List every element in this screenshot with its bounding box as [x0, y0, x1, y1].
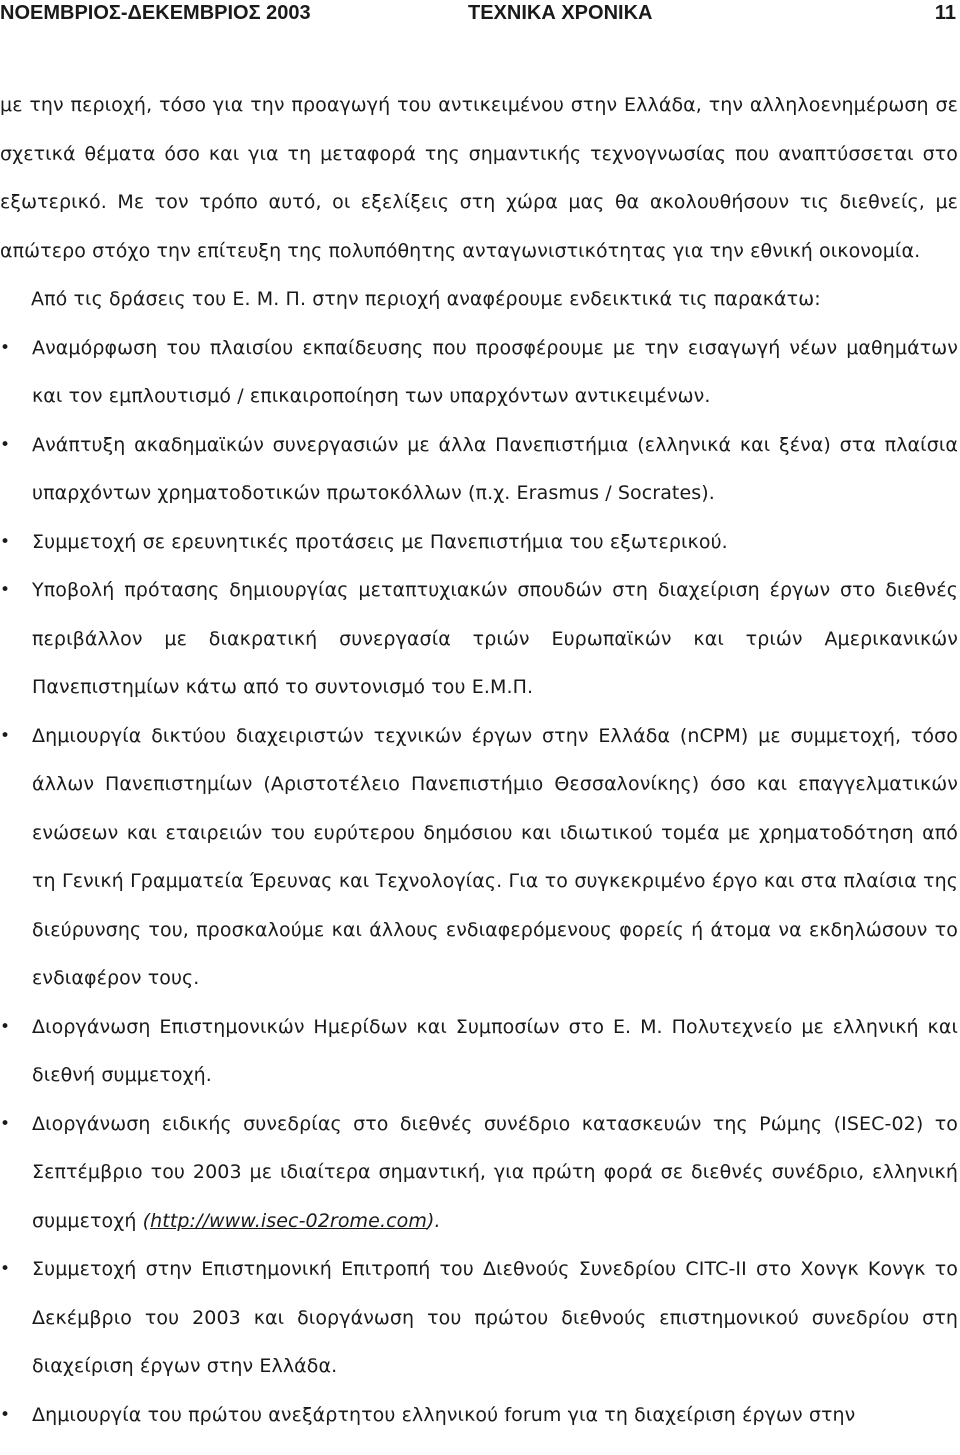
bullet-icon: •: [0, 1016, 11, 1037]
list-item-text: Διοργάνωση ειδικής συνεδρίας στο διεθνές συνέδριο κατασκευών της Ρώμης (ISEC-02) το Σεπτέμβριο του 2003 με ιδιαίτερα σημαντική, για πρώτη φορά σε διεθνές συνέδριο, ελληνική συμμετοχή: [32, 1112, 958, 1232]
bullet-icon: •: [0, 531, 11, 552]
article-body: [0, 81, 958, 1439]
list-item: [0, 1245, 958, 1391]
list-item-text: Ανάπτυξη ακαδημαϊκών συνεργασιών με άλλα Πανεπιστήμια (ελληνικά και ξένα) στα πλαίσια υπαρχόντων χρηματοδοτικών πρωτοκόλλων (π.χ. Erasmus / Socrates).: [32, 433, 958, 504]
list-item: [0, 1100, 958, 1246]
page-header: [0, 0, 960, 26]
list-item: [0, 421, 958, 518]
isec-website-link[interactable]: http://www.isec-02rome.com: [150, 1209, 427, 1232]
list-item: [0, 518, 958, 567]
actions-list: [0, 324, 958, 1440]
list-item: [0, 324, 958, 421]
list-item-text: Δημιουργία δικτύου διαχειριστών τεχνικών έργων στην Ελλάδα (nCPM) με συμμετοχή, τόσο άλλων Πανεπιστημίων (Αριστοτέλειο Πανεπιστήμιο Θεσσαλονίκης) όσο και επαγγελματικών ενώσεων και εταιρειών του ευρύτερου δημόσιου και ιδιωτικού τομέα με χρηματοδότηση από τη Γενική Γραμματεία Έρευνας και Τεχνολογίας. Για το συγκεκριμένο έργο και στα πλαίσια της διεύρυνσης του, προσκαλούμε και άλλους ενδιαφερόμενους φορείς ή άτομα να εκδηλώσουν το ενδιαφέρον τους.: [32, 724, 958, 989]
header-publication-title: ΤΕΧΝΙΚΑ ΧΡΟΝΙΚΑ: [468, 2, 653, 24]
list-item: [0, 1003, 958, 1100]
bullet-icon: •: [0, 1404, 11, 1425]
intro-paragraph: με την περιοχή, τόσο για την προαγωγή του αντικειμένου στην Ελλάδα, την αλληλοενημέρωση σε σχετικά θέματα όσο και για τη μεταφορά της σημαντικής τεχνογνωσίας που αναπτύσσεται στο εξωτερικό. Με τον τρόπο αυτό, οι εξελίξεις στη χώρα μας θα ακολουθήσουν τις διεθνείς, με απώτερο στόχο την επίτευξη της πολυπόθητης ανταγωνιστικότητας για την εθνική οικονομία.: [0, 94, 958, 262]
list-item: [0, 566, 958, 712]
list-item-text: Δημιουργία του πρώτου ανεξάρτητου ελληνικού forum για τη διαχείριση έργων στην: [32, 1403, 856, 1426]
list-item-text: Υποβολή πρότασης δημιουργίας μεταπτυχιακών σπουδών στη διαχείριση έργων στο διεθνές περιβάλλον με διακρατική συνεργασία τριών Ευρωπαϊκών και τριών Αμερικανικών Πανεπιστημίων κάτω από το συντονισμό του Ε.Μ.Π.: [32, 579, 958, 698]
list-item-text: Συμμετοχή στην Επιστημονική Επιτροπή του Διεθνούς Συνεδρίου CITC-II στο Χονγκ Κονγκ το Δεκέμβριο του 2003 και διοργάνωση του πρώτου διεθνούς επιστημονικού συνεδρίου στη διαχείριση έργων στην Ελλάδα.: [32, 1258, 958, 1377]
list-item: [0, 1391, 958, 1440]
bullet-icon: •: [0, 725, 11, 746]
list-item-text: Συμμετοχή σε ερευνητικές προτάσεις με Πανεπιστήμια του εξωτερικού.: [32, 530, 728, 553]
list-item-text: Αναμόρφωση του πλαισίου εκπαίδευσης που προσφέρουμε με την εισαγωγή νέων μαθημάτων και τον εμπλουτισμό / επικαιροποίηση των υπαρχόντων αντικειμένων.: [32, 336, 958, 407]
bullet-icon: •: [0, 1259, 11, 1279]
bullet-icon: •: [0, 337, 11, 358]
bullet-icon: •: [0, 1113, 11, 1134]
bullet-icon: •: [0, 580, 11, 600]
isec-link-close-paren: ).: [426, 1209, 441, 1232]
lead-in-sentence: Από τις δράσεις του Ε. Μ. Π. στην περιοχή αναφέρουμε ενδεικτικά τις παρακάτω:: [31, 288, 821, 310]
list-item-text: Διοργάνωση Επιστημονικών Ημερίδων και Συμποσίων στο Ε. Μ. Πολυτεχνείο με ελληνική και διεθνή συμμετοχή.: [32, 1015, 958, 1086]
header-date: ΝΟΕΜΒΡΙΟΣ-ΔΕΚΕΜΒΡΙΟΣ 2003: [0, 2, 311, 24]
bullet-icon: •: [0, 434, 11, 455]
header-page-number: 11: [934, 2, 956, 24]
list-item: [0, 712, 958, 1003]
isec-link-open-paren: (: [142, 1209, 151, 1232]
